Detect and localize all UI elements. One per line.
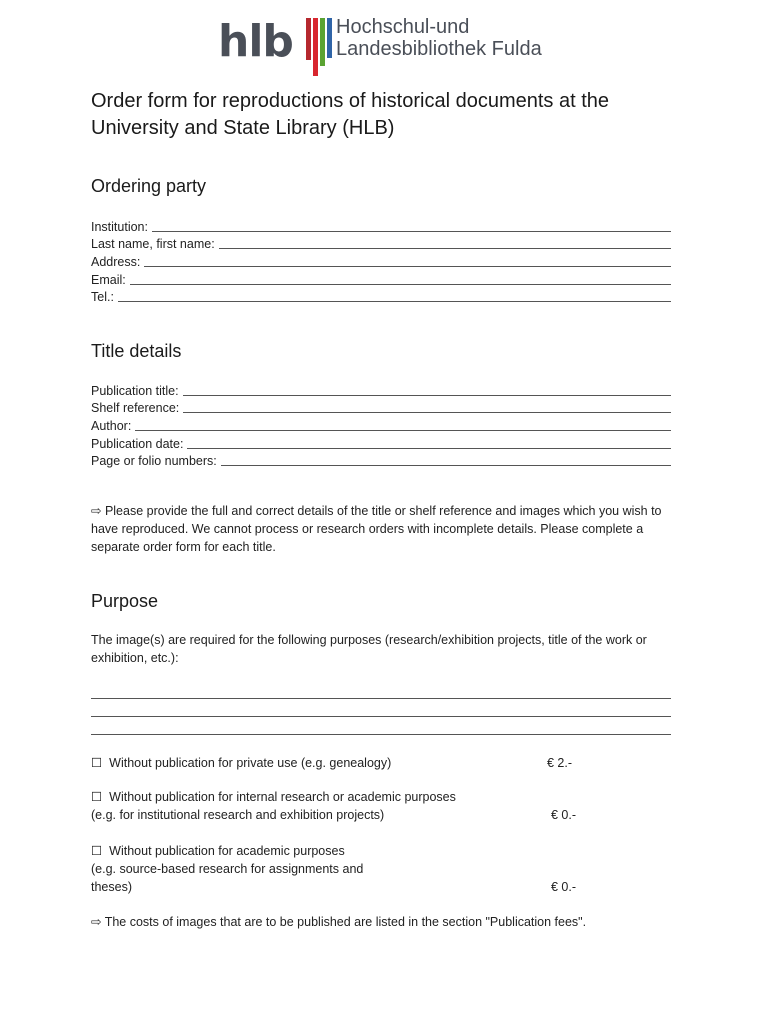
field-line[interactable]	[183, 401, 671, 413]
option-internal-research[interactable]	[91, 788, 681, 824]
field-label: Page or folio numbers:	[91, 454, 217, 469]
address-field[interactable]	[91, 251, 671, 269]
field-line[interactable]	[152, 220, 671, 232]
section-heading-title-details: Title details	[91, 341, 182, 361]
logo-wordmark: hlb	[218, 16, 293, 67]
title-details-note: ⇨ Please provide the full and correct details of the title or shelf reference and images which you wish to have reproduced. We cannot process or research orders with incomplete details. Please complete a separate order form for each title.	[91, 504, 662, 554]
section-heading-ordering-party: Ordering party	[91, 176, 207, 196]
title-details-fields	[91, 380, 671, 468]
purpose-intro: The image(s) are required for the following purposes (research/exhibition projects, title of the work or exhibition, etc.):	[91, 633, 647, 665]
logo-stripe	[313, 18, 318, 76]
logo-stripes	[306, 18, 330, 80]
field-label: Publication date:	[91, 436, 184, 451]
option-private-use[interactable]	[91, 754, 681, 772]
author-field[interactable]	[91, 415, 671, 433]
field-line[interactable]	[118, 290, 671, 302]
field-label: Publication title:	[91, 383, 179, 398]
field-line[interactable]	[130, 273, 671, 285]
field-label: Tel.:	[91, 290, 114, 305]
checkbox[interactable]: ☐	[91, 756, 103, 770]
field-line[interactable]	[135, 419, 671, 431]
option-price: € 2.-	[547, 756, 573, 770]
logo-institution-name	[336, 16, 542, 60]
field-label: Last name, first name:	[91, 237, 215, 252]
field-label: Institution:	[91, 219, 148, 234]
section-heading-purpose: Purpose	[91, 591, 159, 611]
option-detail: (e.g. for institutional research and exhibition projects)	[91, 808, 385, 822]
option-detail: theses)	[91, 880, 132, 894]
purpose-blank-line[interactable]	[91, 716, 671, 717]
name-field[interactable]	[91, 234, 671, 252]
page-folio-field[interactable]	[91, 451, 671, 469]
logo-stripe	[306, 18, 311, 60]
field-label: Address:	[91, 255, 141, 270]
logo-line-1: Hochschul-und	[336, 16, 470, 38]
shelf-reference-field[interactable]	[91, 398, 671, 416]
option-label: Without publication for internal research or academic purposes	[109, 790, 456, 804]
option-price: € 0.-	[551, 808, 577, 822]
logo-stripe	[327, 18, 332, 58]
purpose-blank-line[interactable]	[91, 698, 671, 699]
checkbox[interactable]: ☐	[91, 844, 103, 858]
field-line[interactable]	[144, 255, 671, 267]
purpose-footnote: ⇨ The costs of images that are to be published are listed in the section "Publication fees".	[91, 915, 587, 929]
option-detail: (e.g. source-based research for assignments and	[91, 862, 364, 876]
field-line[interactable]	[221, 454, 671, 466]
logo-line-2: Landesbibliothek Fulda	[336, 38, 542, 60]
field-line[interactable]	[219, 237, 671, 249]
email-field[interactable]	[91, 269, 671, 287]
tel-field[interactable]	[91, 287, 671, 305]
field-line[interactable]	[183, 384, 671, 396]
checkbox[interactable]: ☐	[91, 790, 103, 804]
publication-title-field[interactable]	[91, 380, 671, 398]
option-label: Without publication for private use (e.g. genealogy)	[109, 756, 392, 770]
option-academic[interactable]	[91, 842, 681, 896]
field-line[interactable]	[187, 437, 671, 449]
field-label: Shelf reference:	[91, 401, 180, 416]
institution-field[interactable]	[91, 216, 671, 234]
ordering-party-fields	[91, 216, 671, 304]
publication-date-field[interactable]	[91, 433, 671, 451]
option-price: € 0.-	[551, 880, 577, 894]
logo-stripe	[320, 18, 325, 66]
field-label: Author:	[91, 419, 132, 434]
purpose-blank-line[interactable]	[91, 734, 671, 735]
field-label: Email:	[91, 272, 126, 287]
option-label: Without publication for academic purposes	[109, 844, 345, 858]
page-title: Order form for reproductions of historical documents at the University and State Library (HLB)	[91, 90, 610, 139]
